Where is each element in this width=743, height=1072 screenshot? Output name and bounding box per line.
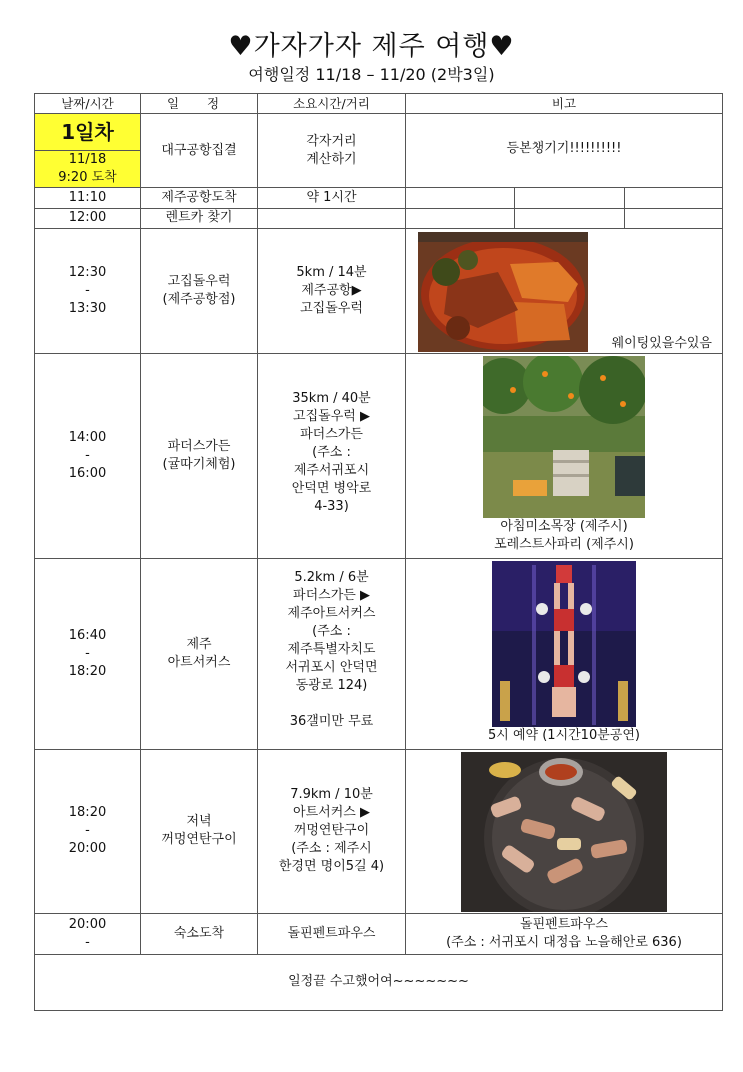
table-row [35, 114, 723, 151]
schedule-note [406, 228, 723, 354]
schedule-time: 16:40 - 18:20 [35, 559, 141, 749]
schedule-place: 고집돌우럭 (제주공항점) [141, 228, 258, 354]
schedule-note: 등본챙기기!!!!!!!!!! [406, 114, 723, 188]
schedule-place: 제주 아트서커스 [141, 559, 258, 749]
column-header-distance: 소요시간/거리 [258, 94, 406, 114]
schedule-note: 돌핀펜트파우스 (주소 : 서귀포시 대정읍 노을해안로 636) [406, 914, 723, 954]
schedule-distance: 각자거리 계산하기 [258, 114, 406, 188]
schedule-note [406, 354, 723, 559]
schedule-note-text: 5시 예약 (1시간10분공연) [488, 728, 640, 744]
schedule-distance [258, 208, 406, 228]
schedule-table [34, 93, 723, 1011]
schedule-place: 렌트카 찾기 [141, 208, 258, 228]
column-header-notes: 비고 [406, 94, 723, 114]
schedule-place: 저녁 꺼멍연탄구이 [141, 749, 258, 914]
schedule-note [406, 749, 723, 914]
schedule-place: 대구공항집결 [141, 114, 258, 188]
table-row [35, 208, 723, 228]
schedule-time: 14:00 - 16:00 [35, 354, 141, 559]
day-label: 1일차 [35, 114, 141, 151]
column-header-schedule: 일 정 [141, 94, 258, 114]
table-row [35, 954, 723, 1010]
schedule-distance: 약 1시간 [258, 188, 406, 208]
day-date: 11/18 9:20 도착 [35, 151, 141, 188]
schedule-time: 18:20 - 20:00 [35, 749, 141, 914]
table-row [35, 914, 723, 954]
schedule-note [406, 208, 723, 228]
schedule-distance: 7.9km / 10분 아트서커스 ▶ 꺼멍연탄구이 (주소 : 제주시 한경면 명이5길 4) [258, 749, 406, 914]
schedule-note [406, 188, 723, 208]
table-row [35, 354, 723, 559]
schedule-distance: 돌핀펜트파우스 [258, 914, 406, 954]
table-header-row [35, 94, 723, 114]
braised-fish-photo [418, 232, 588, 352]
tangerine-orchard-photo [483, 356, 645, 518]
trip-dates: 여행일정 11/18 – 11/20 (2박3일) [248, 65, 495, 84]
schedule-note [406, 559, 723, 749]
schedule-distance: 5.2km / 6분 파더스가든 ▶ 제주아트서커스 (주소 : 제주특별자치도 서귀포시 안덕면 동광로 124) 36갤미만 무료 [258, 559, 406, 749]
grilled-pork-photo [461, 752, 667, 912]
schedule-time: 11:10 [35, 188, 141, 208]
schedule-distance: 35km / 40분 고집돌우럭 ▶ 파더스가든 (주소 : 제주서귀포시 안덕면 병악로 4-33) [258, 354, 406, 559]
table-row [35, 188, 723, 208]
closing-message: 일정끝 수고했어여~~~~~~~ [35, 954, 723, 1010]
schedule-distance: 5km / 14분 제주공항▶ 고집돌우럭 [258, 228, 406, 354]
schedule-time: 20:00 - [35, 914, 141, 954]
page-title: ♥가자가자 제주 여행♥ [228, 31, 515, 62]
table-row [35, 228, 723, 354]
schedule-place: 파더스가든 (귤따기체험) [141, 354, 258, 559]
schedule-place: 제주공항도착 [141, 188, 258, 208]
schedule-time: 12:30 - 13:30 [35, 228, 141, 354]
schedule-place: 숙소도착 [141, 914, 258, 954]
circus-performance-photo [492, 561, 636, 727]
schedule-time: 12:00 [35, 208, 141, 228]
table-row [35, 559, 723, 749]
schedule-note-text: 아침미소목장 (제주시) 포레스트사파리 (제주시) [494, 519, 634, 553]
schedule-note-text: 웨이팅있을수있음 [611, 335, 712, 351]
column-header-date: 날짜/시간 [35, 94, 141, 114]
table-row [35, 749, 723, 914]
